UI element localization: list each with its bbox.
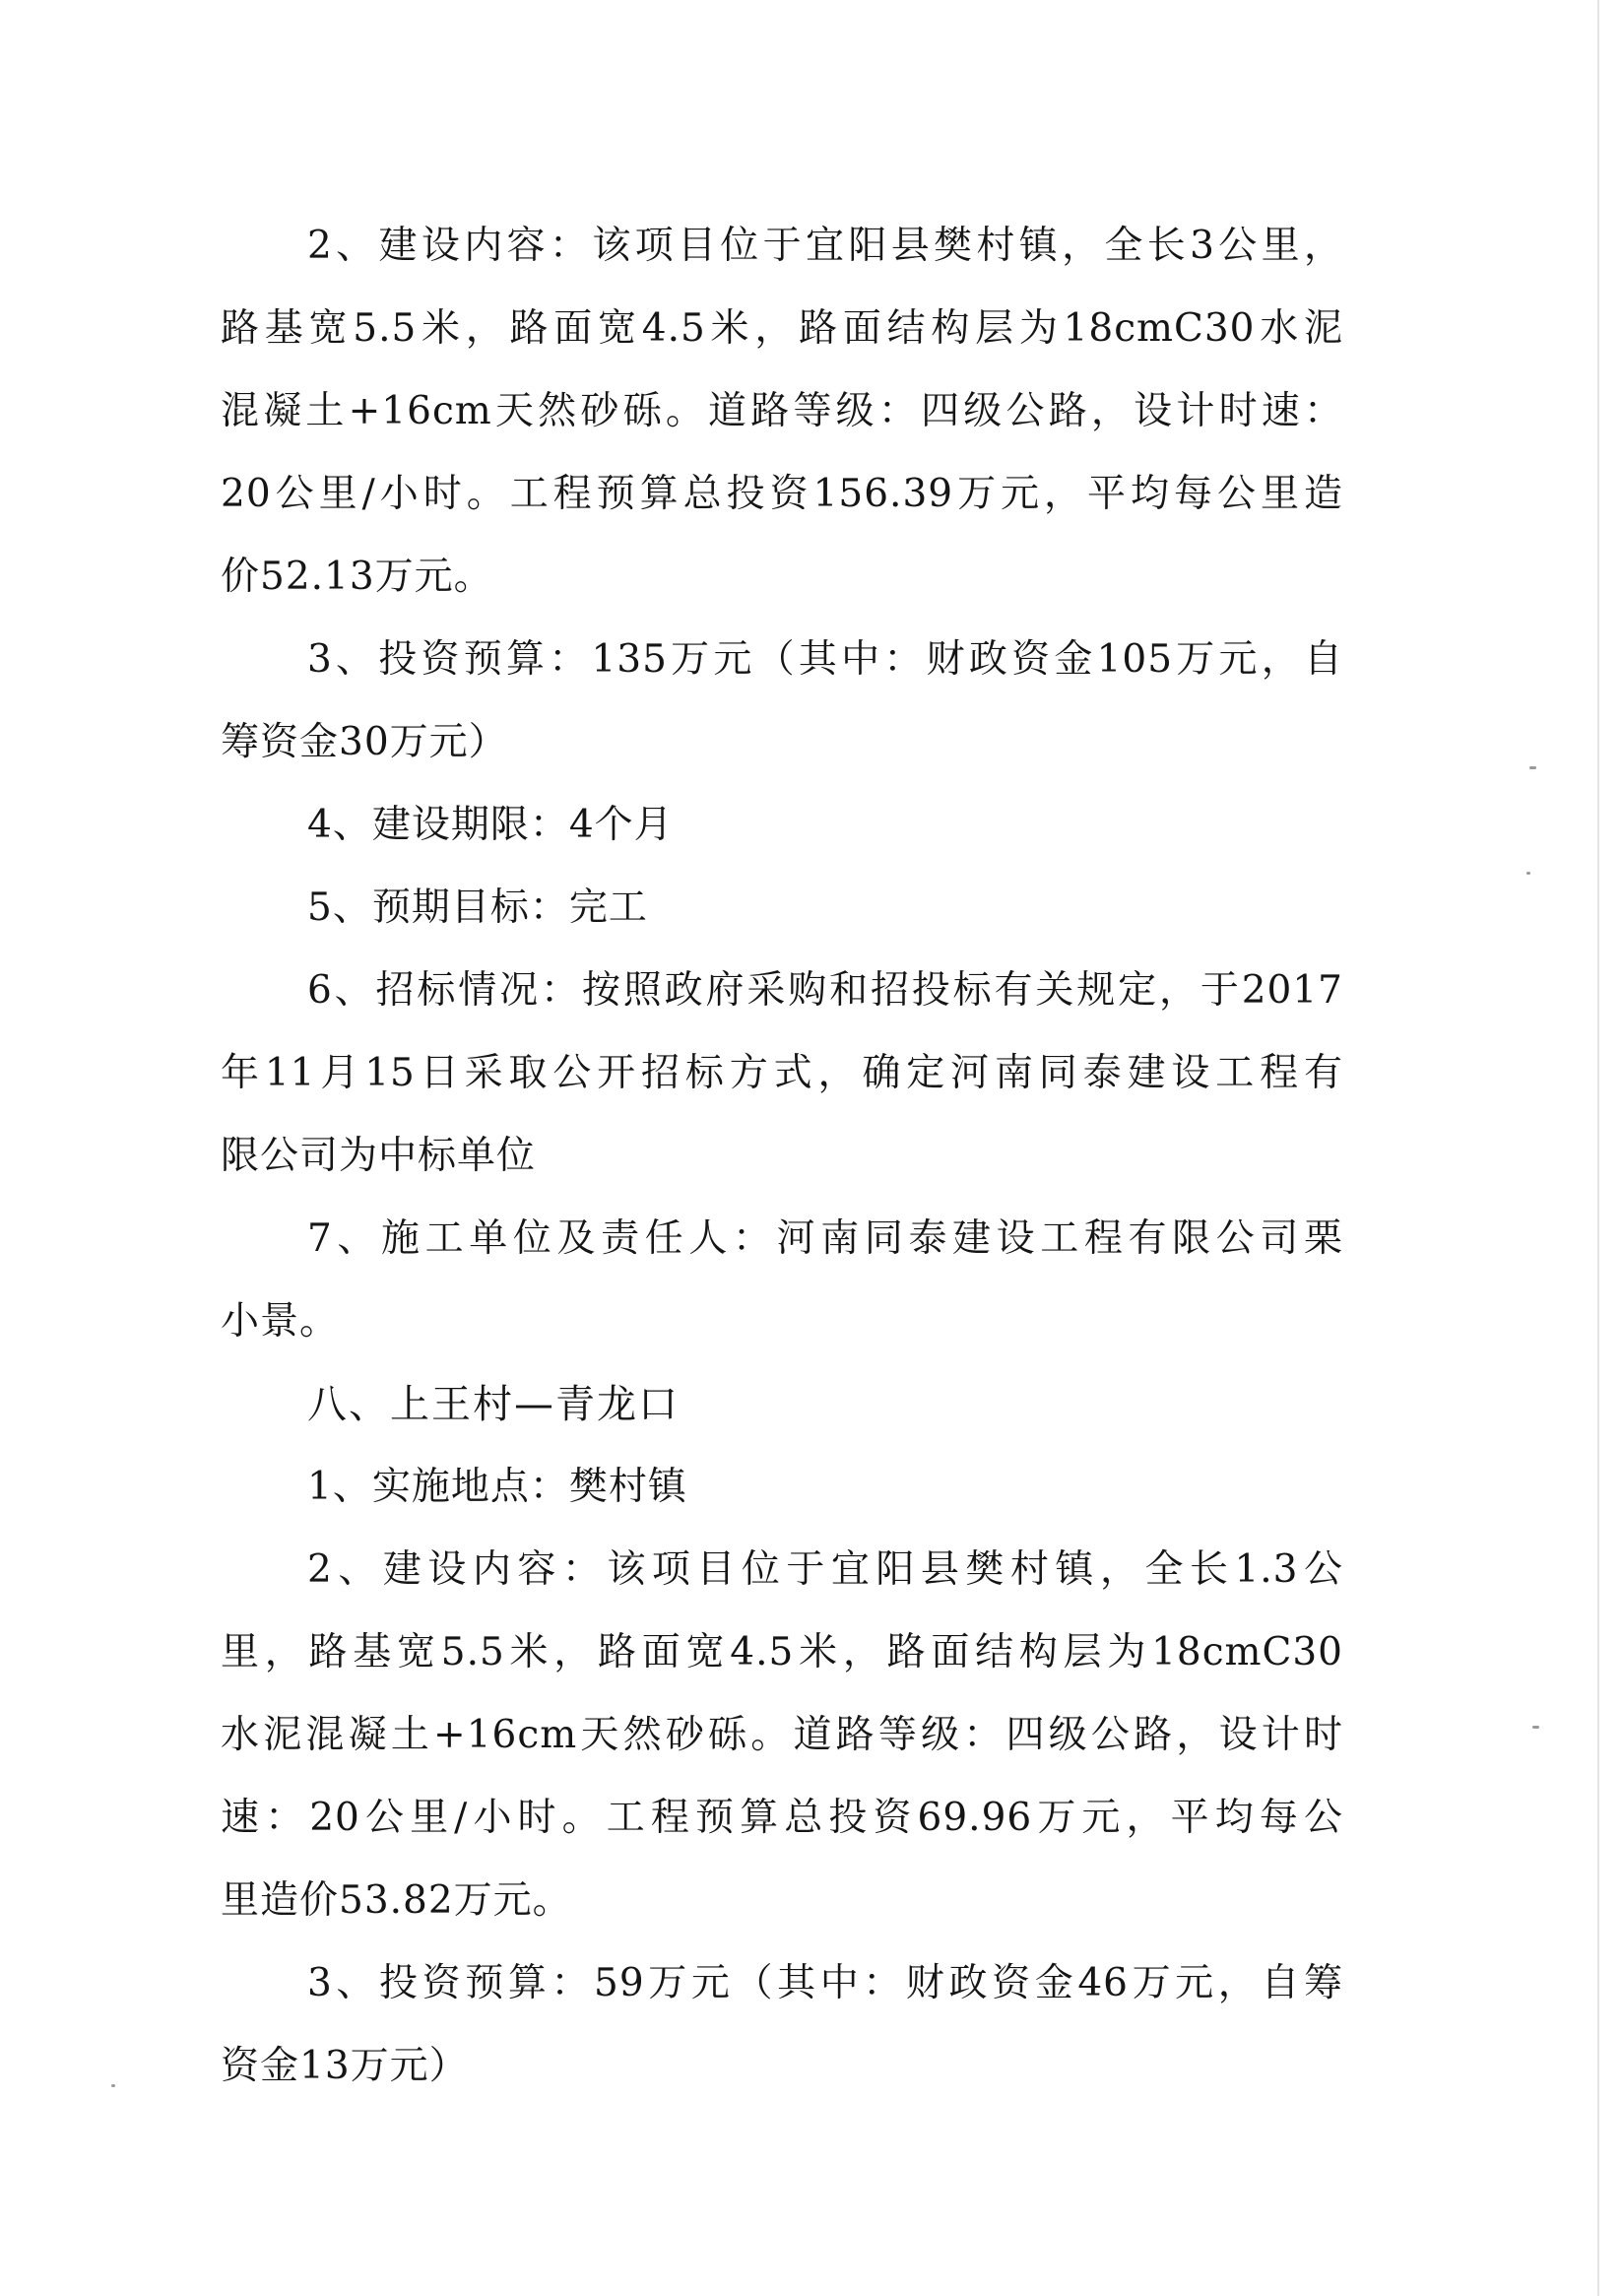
scan-speck bbox=[1526, 872, 1530, 875]
scan-speck bbox=[1529, 766, 1536, 769]
paragraph-line: 2、建设内容：该项目位于宜阳县樊村镇，全长1.3公 bbox=[307, 1547, 1343, 1592]
paragraph-line: 价52.13万元。 bbox=[221, 555, 493, 599]
paragraph-line: 3、投资预算：59万元（其中：财政资金46万元，自筹 bbox=[307, 1961, 1343, 2005]
page-edge bbox=[1597, 0, 1599, 2296]
document-body bbox=[221, 205, 1343, 2108]
paragraph-line: 速：20公里/小时。工程预算总投资69.96万元，平均每公 bbox=[221, 1796, 1343, 1840]
paragraph-line: 4、建设期限：4个月 bbox=[307, 803, 674, 847]
paragraph-line: 里造价53.82万元。 bbox=[221, 1878, 572, 1923]
paragraph-line: 年11月15日采取公开招标方式，确定河南同泰建设工程有 bbox=[221, 1051, 1343, 1095]
scan-speck bbox=[1532, 1726, 1539, 1729]
paragraph-line: 水泥混凝土+16cm天然砂砾。道路等级：四级公路，设计时 bbox=[221, 1713, 1343, 1757]
paragraph-line: 1、实施地点：樊村镇 bbox=[307, 1465, 687, 1509]
scan-speck bbox=[111, 2084, 115, 2087]
paragraph-line: 限公司为中标单位 bbox=[221, 1134, 537, 1178]
paragraph-line: 里，路基宽5.5米，路面宽4.5米，路面结构层为18cmC30 bbox=[221, 1630, 1343, 1674]
paragraph-line: 混凝土+16cm天然砂砾。道路等级：四级公路，设计时速： bbox=[221, 389, 1343, 433]
paragraph-line: 3、投资预算：135万元（其中：财政资金105万元，自 bbox=[307, 637, 1343, 682]
paragraph-line: 5、预期目标：完工 bbox=[307, 886, 648, 930]
paragraph-line: 2、建设内容：该项目位于宜阳县樊村镇，全长3公里， bbox=[307, 224, 1343, 268]
paragraph-line: 路基宽5.5米，路面宽4.5米，路面结构层为18cmC30水泥 bbox=[221, 306, 1343, 351]
paragraph-line: 6、招标情况：按照政府采购和招投标有关规定，于2017 bbox=[307, 968, 1343, 1013]
paragraph-line: 资金13万元） bbox=[221, 2044, 469, 2088]
paragraph-line: 7、施工单位及责任人：河南同泰建设工程有限公司栗 bbox=[307, 1216, 1343, 1261]
section-heading: 八、上王村—青龙口 bbox=[307, 1382, 680, 1427]
paragraph-line: 筹资金30万元） bbox=[221, 720, 508, 764]
paragraph-line: 20公里/小时。工程预算总投资156.39万元，平均每公里造 bbox=[221, 472, 1343, 516]
paragraph-line: 小景。 bbox=[221, 1299, 340, 1344]
